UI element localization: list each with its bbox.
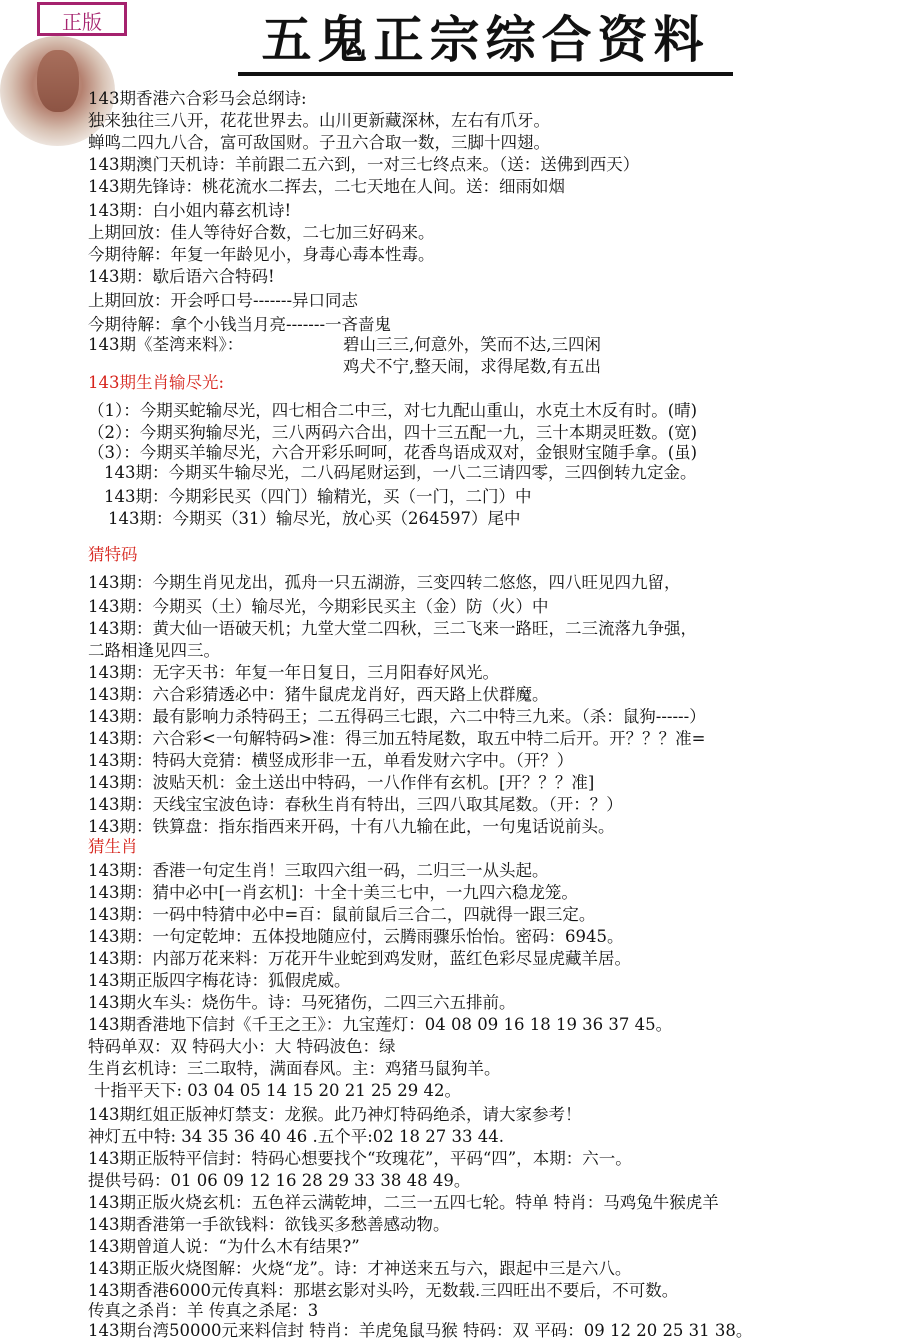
section-heading: 猜生肖 <box>88 837 138 856</box>
text-line: 143期正版火烧玄机：五色祥云满乾坤，二三一五四七轮。特单 特肖：马鸡兔牛猴虎羊 <box>88 1193 719 1212</box>
authentic-badge: 正版 <box>37 2 127 36</box>
text-line: 传真之杀肖：羊 传真之杀尾：3 <box>88 1301 319 1320</box>
text-line: 143期火车头：烧伤牛。诗：马死猪伤，二四三六五排前。 <box>88 993 516 1012</box>
text-line: 二路相逢见四三。 <box>88 641 220 660</box>
text-line: 143期澳门天机诗：羊前跟二五六到，一对三七终点来。（送：送佛到西天） <box>88 155 640 174</box>
text-line: 143期：歇后语六合特码! <box>88 267 275 286</box>
text-line: 143期正版四字梅花诗：狐假虎威。 <box>88 971 351 990</box>
text-line: 生肖玄机诗：三二取特，满面春风。主：鸡猪马鼠狗羊。 <box>88 1059 501 1078</box>
text-line: 143期台湾50000元来料信封 特肖：羊虎兔鼠马猴 特码：双 平码：09 12 20 25 31 38。 <box>88 1321 753 1340</box>
text-line: 143期：最有影响力杀特码王；二五得码三七跟，六二中特三九来。（杀：鼠狗------） <box>88 707 706 726</box>
text-line: 143期正版火烧图解：火烧“龙”。诗：才神送来五与六，跟起中三是六八。 <box>88 1259 632 1278</box>
text-line: 143期香港地下信封《千王之王》：九宝莲灯：04 08 09 16 18 19 36 37 45。 <box>88 1015 673 1034</box>
section-heading: 猜特码 <box>88 545 138 564</box>
text-line: 上期回放：佳人等待好合数，二七加三好码来。 <box>88 223 435 242</box>
text-line: 143期：猜中必中[一肖玄机]：十全十美三七中，一九四六稳龙笼。 <box>88 883 578 902</box>
text-line: 143期红姐正版神灯禁支：龙猴。此乃神灯特码绝杀，请大家参考！ <box>88 1105 582 1124</box>
page-title: 五鬼正宗综合资料 <box>238 8 733 76</box>
text-line: 143期：一句定乾坤：五体投地随应付，云腾雨骤乐怡怡。密码：6945。 <box>88 927 624 946</box>
text-line: 特码单双：双 特码大小：大 特码波色：绿 <box>88 1037 396 1056</box>
text-line: 十指平天下: 03 04 05 14 15 20 21 25 29 42。 <box>94 1081 461 1100</box>
text-line: 143期：波贴天机：金土送出中特码，一八作伴有玄机。[开？？？准] <box>88 773 595 792</box>
quanwan-poem-line: 鸡犬不宁,整天闹，求得尾数,有五出 <box>343 357 601 376</box>
text-line: 143期：今期买（土）输尽光，今期彩民买主（金）防（火）中 <box>88 597 549 616</box>
text-line: 神灯五中特: 34 35 36 40 46 .五个平:02 18 27 33 44. <box>88 1127 505 1146</box>
text-line: 143期：今期买（31）输尽光，放心买（264597）尾中 <box>108 509 521 528</box>
text-line: （2）：今期买狗输尽光，三八两码六合出，四十三五配一九，三十本期灵旺数。(宽) <box>88 423 698 442</box>
text-line: 143期：黄大仙一语破天机；九堂大堂二四秋，三二飞来一路旺，二三流落九争强， <box>88 619 697 638</box>
text-line: （1）：今期买蛇输尽光，四七相合二中三，对七九配山重山，水克土木反有时。(晴) <box>88 401 698 420</box>
text-line: 今期待解：拿个小钱当月亮-------一吝啬鬼 <box>88 315 392 334</box>
text-line: 143期：今期彩民买（四门）输精光，买（一门，二门）中 <box>104 487 532 506</box>
text-line: 143期：今期买牛输尽光，二八码尾财运到，一八二三请四零，三四倒转九定金。 <box>104 463 697 482</box>
text-line: 143期：一码中特猜中必中=百：鼠前鼠后三合二，四就得一跟三定。 <box>88 905 596 924</box>
section-heading: 143期生肖输尽光: <box>88 373 225 392</box>
text-line: 143期：天线宝宝波色诗：春秋生肖有特出，三四八取其尾数。（开：？） <box>88 795 623 814</box>
text-line: （3）：今期买羊输尽光，六合开彩乐呵呵，花香鸟语成双对，金银财宝随手拿。(虽) <box>88 443 698 462</box>
text-line: 143期：今期生肖见龙出，孤舟一只五湖游，三变四转二悠悠，四八旺见四九留， <box>88 573 681 592</box>
text-line: 143期香港六合彩马会总纲诗: <box>88 89 307 108</box>
text-line: 143期香港6000元传真料：那堪玄影对头吟，无数载.三四旺出不要后，不可数。 <box>88 1281 679 1300</box>
text-line: 143期香港第一手欲钱料：欲钱买多愁善感动物。 <box>88 1215 450 1234</box>
text-line: 143期《荃湾来料》： <box>88 335 244 354</box>
text-line: 今期待解：年复一年龄见小，身毒心毒本性毒。 <box>88 245 435 264</box>
text-line: 143期曾道人说：“为什么木有结果?” <box>88 1237 360 1256</box>
text-line: 143期：白小姐内幕玄机诗! <box>88 201 292 220</box>
text-line: 独来独往三八开，花花世界去。山川更新藏深林，左右有爪牙。 <box>88 111 550 130</box>
text-line: 143期：铁算盘：指东指西来开码，十有八九输在此，一句鬼话说前头。 <box>88 817 615 836</box>
text-line: 143期：无字天书：年复一年日复日，三月阳春好风光。 <box>88 663 499 682</box>
text-line: 143期：香港一句定生肖！三取四六组一码，二归三一从头起。 <box>88 861 549 880</box>
quanwan-poem-line: 碧山三三,何意外，笑而不达,三四闲 <box>343 335 601 354</box>
text-line: 143期：内部万花来料：万花开牛业蛇到鸡发财，蓝红色彩尽显虎藏羊居。 <box>88 949 631 968</box>
text-line: 蝉鸣二四九八合，富可敌国财。子丑六合取一数，三脚十四翅。 <box>88 133 550 152</box>
text-line: 提供号码：01 06 09 12 16 28 29 33 38 48 49。 <box>88 1171 471 1190</box>
text-line: 143期正版特平信封：特码心想要找个“玫瑰花”，平码“四”，本期：六一。 <box>88 1149 632 1168</box>
text-line: 上期回放：开会呼口号-------异口同志 <box>88 291 359 310</box>
text-line: 143期：六合彩<一句解特码>准：得三加五特尾数，取五中特二后开。开？？？准= <box>88 729 706 748</box>
text-line: 143期：特码大竞猜：横竖成形非一五，单看发财六字中。（开？） <box>88 751 574 770</box>
text-line: 143期先锋诗：桃花流水二挥去，二七天地在人间。送：细雨如烟 <box>88 177 565 196</box>
text-line: 143期：六合彩猜透必中：猪牛鼠虎龙肖好，西天路上伏群魔。 <box>88 685 549 704</box>
